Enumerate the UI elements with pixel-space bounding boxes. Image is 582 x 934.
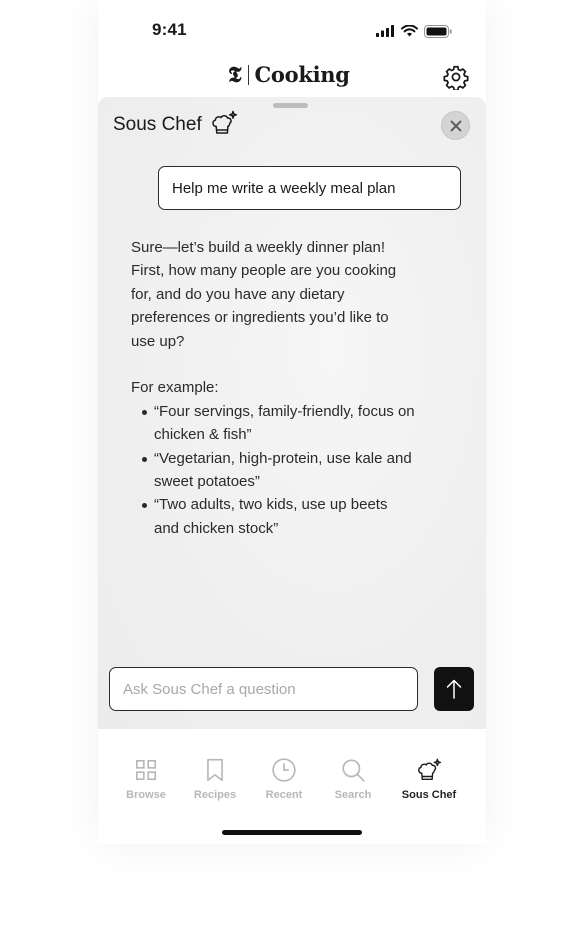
assistant-example-list [131, 400, 416, 540]
assistant-message [131, 236, 416, 540]
tab-recipes[interactable] [180, 757, 250, 801]
brand-logo[interactable] [228, 62, 350, 87]
chef-hat-sparkle-icon [210, 110, 238, 136]
example-item: “Two adults, two kids, use up beets and chicken stock” [154, 493, 416, 540]
tab-recent[interactable] [249, 757, 319, 801]
grid-icon [133, 757, 159, 783]
assistant-intro: Sure—let’s build a weekly dinner plan! First, how many people are you cooking for, and do you have any dietary preferences or ingredients you’d like to use up? [131, 239, 397, 350]
ask-question-input[interactable] [109, 667, 418, 711]
wifi-icon [401, 25, 418, 37]
home-indicator [222, 830, 362, 835]
status-time: 9:41 [152, 20, 187, 39]
tab-label: Recipes [193, 789, 237, 801]
user-message-text: Help me write a weekly meal plan [172, 179, 396, 197]
tab-label: Sous Chef [401, 789, 457, 801]
send-button[interactable] [434, 667, 474, 711]
chef-hat-sparkle-icon [416, 757, 442, 783]
brand-divider [248, 65, 249, 85]
tab-sous-chef[interactable] [394, 757, 464, 801]
tab-browse[interactable] [111, 757, 181, 801]
close-icon [450, 120, 462, 132]
signal-icon [376, 25, 395, 37]
tab-label: Browse [126, 789, 166, 801]
search-icon [340, 757, 366, 783]
tab-label: Search [334, 789, 372, 801]
user-message-bubble [158, 166, 461, 210]
example-item: “Vegetarian, high-protein, use kale and sweet potatoes” [154, 447, 416, 494]
sheet-grabber[interactable] [273, 103, 308, 108]
tab-search[interactable] [318, 757, 388, 801]
brand-name: Cooking [254, 62, 350, 87]
nyt-logo: 𝕿 [228, 61, 242, 88]
clock-icon [271, 757, 297, 783]
bookmark-icon [202, 757, 228, 783]
gear-icon[interactable] [443, 64, 469, 90]
arrow-up-icon [446, 679, 462, 699]
status-icons [376, 22, 452, 40]
tab-label: Recent [265, 789, 303, 801]
sheet-title: Sous Chef [113, 114, 202, 135]
close-button[interactable] [441, 111, 470, 140]
battery-icon [424, 25, 452, 38]
example-item: “Four servings, family-friendly, focus on chicken & fish” [154, 400, 416, 447]
assistant-examples-label: For example: [131, 379, 219, 397]
